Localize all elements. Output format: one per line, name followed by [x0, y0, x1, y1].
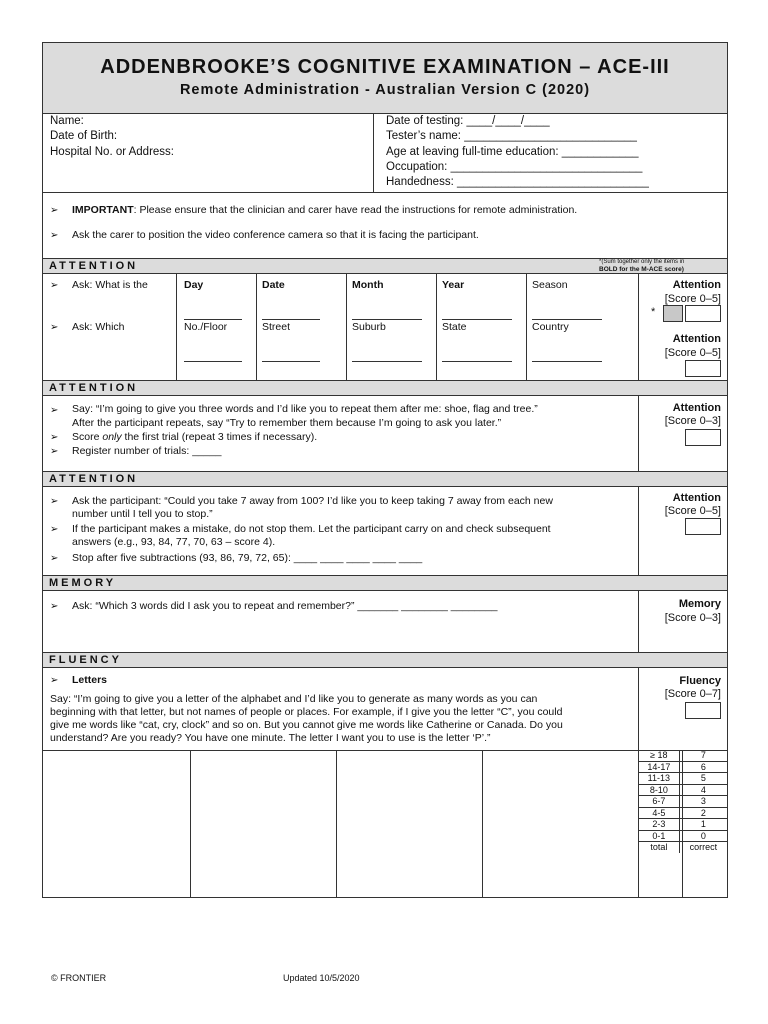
score-title: Attention: [672, 279, 721, 291]
page-subtitle: Remote Administration - Australian Version C (2020): [179, 82, 591, 98]
mace-note-1: *(Sum together only the items in: [599, 259, 685, 265]
register-instruction: Say: “I’m going to give you three words and I’d like you to repeat them after me: shoe, flag and tree.”: [72, 403, 538, 415]
arrow-bullet-icon: ➢: [50, 432, 59, 443]
arrow-bullet-icon: ➢: [50, 322, 59, 333]
answer-blank[interactable]: [352, 319, 422, 320]
arrow-bullet-icon: ➢: [50, 553, 59, 564]
conversion-row: [639, 819, 727, 831]
conversion-score: 2: [679, 807, 727, 819]
conversion-total: 4-5: [639, 807, 679, 819]
answer-blank[interactable]: [352, 361, 422, 362]
arrow-bullet-icon: ➢: [50, 230, 59, 241]
answer-blank[interactable]: [184, 319, 242, 320]
important-note: IMPORTANT: Please ensure that the clinician and carer have read the instructions for remote administration.: [72, 204, 578, 216]
conversion-total: 2-3: [639, 819, 679, 831]
answer-blank[interactable]: [262, 319, 320, 320]
score-title: Attention: [672, 492, 721, 504]
divider: [43, 192, 727, 193]
conversion-row: [639, 761, 727, 773]
score-box[interactable]: [685, 360, 721, 377]
section-attention-1: ATTENTION: [43, 258, 727, 274]
answer-blank[interactable]: [442, 361, 512, 362]
conversion-score: 7: [679, 750, 727, 761]
memory-recall-instruction[interactable]: Ask: “Which 3 words did I ask you to repeat and remember?” _______ ________ ________: [72, 600, 498, 612]
mistake-instruction: If the participant makes a mistake, do not stop them. Let the participant carry on and check subsequent: [72, 523, 551, 535]
col-divider: [638, 591, 639, 653]
col-divider: [346, 274, 347, 381]
conversion-col-correct: correct: [689, 842, 718, 852]
letters-heading: Letters: [72, 674, 108, 686]
col-divider: [638, 274, 639, 381]
conversion-row: [639, 773, 727, 785]
score-box[interactable]: [685, 429, 721, 446]
orientation-year: Year: [442, 279, 465, 291]
arrow-bullet-icon: ➢: [50, 675, 59, 686]
conversion-score: 3: [679, 796, 727, 808]
mace-note-2: BOLD for the M-ACE score): [599, 266, 684, 273]
name-field[interactable]: Name:: [50, 115, 84, 127]
orientation-month: Month: [352, 279, 384, 291]
mistake-instruction-2: answers (e.g., 93, 84, 77, 70, 63 – score 4).: [72, 536, 276, 548]
col-divider: [256, 274, 257, 381]
subtractions-answers[interactable]: Stop after five subtractions (93, 86, 79, 72, 65): ____ ____ ____ ____ ____: [72, 552, 423, 564]
conversion-total: ≥ 18: [639, 750, 679, 761]
score-first-trial: Score only the first trial (repeat 3 times if necessary).: [72, 431, 318, 443]
score-box[interactable]: [685, 518, 721, 535]
word-entry-column-4[interactable]: [483, 751, 638, 898]
orientation-state: State: [442, 321, 467, 333]
col-divider: [176, 274, 177, 381]
col-divider: [638, 487, 639, 576]
ask-which: Ask: Which: [72, 321, 125, 333]
camera-note: Ask the carer to position the video conference camera so that it is facing the participant.: [72, 229, 479, 241]
arrow-bullet-icon: ➢: [50, 601, 59, 612]
orientation-day: Day: [184, 279, 204, 291]
orientation-floor: No./Floor: [184, 321, 228, 333]
orientation-street: Street: [262, 321, 291, 333]
serial-sevens-instruction: Ask the participant: “Could you take 7 away from 100? I’d like you to keep taking 7 away from each new: [72, 495, 553, 507]
serial-sevens-instruction-2: number until I tell you to stop.”: [72, 508, 213, 520]
date-testing-field[interactable]: Date of testing: ____/____/____: [386, 115, 550, 127]
title-block: [43, 43, 727, 114]
score-title: Attention: [672, 402, 721, 414]
handedness-field[interactable]: Handedness: ______________________________: [386, 176, 649, 188]
copyright: © FRONTIER: [51, 973, 107, 983]
section-fluency: FLUENCY: [43, 652, 727, 668]
conversion-row: [639, 784, 727, 796]
conversion-row: [639, 807, 727, 819]
arrow-bullet-icon: ➢: [50, 446, 59, 457]
word-entry-column-3[interactable]: [337, 751, 482, 898]
section-memory: MEMORY: [43, 575, 727, 591]
fluency-instruction-4: understand? Are you ready? You have one minute. The letter I want you to use is the letter ‘P’.”: [50, 732, 491, 744]
updated-date: Updated 10/5/2020: [283, 973, 360, 983]
col-divider: [526, 274, 527, 381]
score-range: [Score 0–7]: [664, 688, 721, 700]
col-divider: [682, 750, 683, 898]
score-range: [Score 0–3]: [664, 415, 721, 427]
conversion-row: [639, 796, 727, 808]
section-attention-3: ATTENTION: [43, 471, 727, 487]
arrow-bullet-icon: ➢: [50, 524, 59, 535]
conversion-total: 14-17: [639, 761, 679, 773]
answer-blank[interactable]: [184, 361, 242, 362]
arrow-bullet-icon: ➢: [50, 496, 59, 507]
dob-field[interactable]: Date of Birth:: [50, 130, 118, 142]
answer-blank[interactable]: [262, 361, 320, 362]
fluency-instruction-2: beginning with that letter, but not names of people or places. For example, if I give you the letter “C”, you could: [50, 706, 563, 718]
conversion-score: 6: [679, 761, 727, 773]
occupation-field[interactable]: Occupation: ______________________________: [386, 161, 643, 173]
orientation-date: Date: [262, 279, 285, 291]
tester-field[interactable]: Tester’s name: ___________________________: [386, 130, 637, 142]
answer-blank[interactable]: [442, 319, 512, 320]
score-range: [Score 0–5]: [664, 347, 721, 359]
conversion-score: 5: [679, 773, 727, 785]
orientation-season: Season: [532, 279, 568, 291]
fluency-conversion-table: [639, 750, 727, 853]
conversion-row: [639, 830, 727, 842]
arrow-bullet-icon: ➢: [50, 205, 59, 216]
section-attention-2: ATTENTION: [43, 380, 727, 396]
score-range: [Score 0–5]: [664, 505, 721, 517]
col-divider: [436, 274, 437, 381]
fluency-instruction-1: Say: “I’m going to give you a letter of the alphabet and I’d like you to generate as many words as you can: [50, 693, 538, 705]
score-title: Fluency: [679, 675, 721, 687]
mace-score-box[interactable]: [663, 305, 683, 322]
score-range: [Score 0–5]: [664, 293, 721, 305]
score-title: Attention: [672, 333, 721, 345]
conversion-total: 0-1: [639, 830, 679, 842]
conversion-header-row: [639, 842, 727, 853]
trials-count[interactable]: Register number of trials: _____: [72, 445, 222, 457]
conversion-score: 1: [679, 819, 727, 831]
word-entry-column-1[interactable]: [43, 751, 190, 898]
conversion-col-total: total: [639, 842, 679, 853]
arrow-bullet-icon: ➢: [50, 280, 59, 291]
score-box[interactable]: [685, 702, 721, 719]
age-education-field[interactable]: Age at leaving full-time education: ____________: [386, 146, 639, 158]
word-entry-column-2[interactable]: [191, 751, 336, 898]
answer-blank[interactable]: [532, 361, 602, 362]
info-divider: [373, 113, 374, 193]
conversion-score: 4: [679, 784, 727, 796]
conversion-total: 8-10: [639, 784, 679, 796]
arrow-bullet-icon: ➢: [50, 405, 59, 416]
score-box[interactable]: [685, 305, 721, 322]
page-title: ADDENBROOKE’S COGNITIVE EXAMINATION – ACE-III: [100, 56, 670, 78]
conversion-row: [639, 750, 727, 761]
ask-what: Ask: What is the: [72, 279, 148, 291]
answer-blank[interactable]: [532, 319, 602, 320]
col-divider: [638, 396, 639, 472]
score-range: [Score 0–3]: [664, 612, 721, 624]
fluency-instruction-3: give me words like “cat, cry, clock” and so on. But you cannot give me words like Catherine or Canada. Do you: [50, 719, 563, 731]
register-instruction-2: After the participant repeats, say “Try to remember them because I’m going to ask you later.”: [72, 417, 502, 429]
ace-form: [42, 42, 728, 898]
hospital-field[interactable]: Hospital No. or Address:: [50, 146, 175, 158]
conversion-score: 0: [679, 830, 727, 842]
mace-star: *: [651, 306, 656, 318]
orientation-suburb: Suburb: [352, 321, 386, 333]
conversion-total: 6-7: [639, 796, 679, 808]
score-title: Memory: [678, 598, 721, 610]
orientation-country: Country: [532, 321, 569, 333]
conversion-total: 11-13: [639, 773, 679, 785]
